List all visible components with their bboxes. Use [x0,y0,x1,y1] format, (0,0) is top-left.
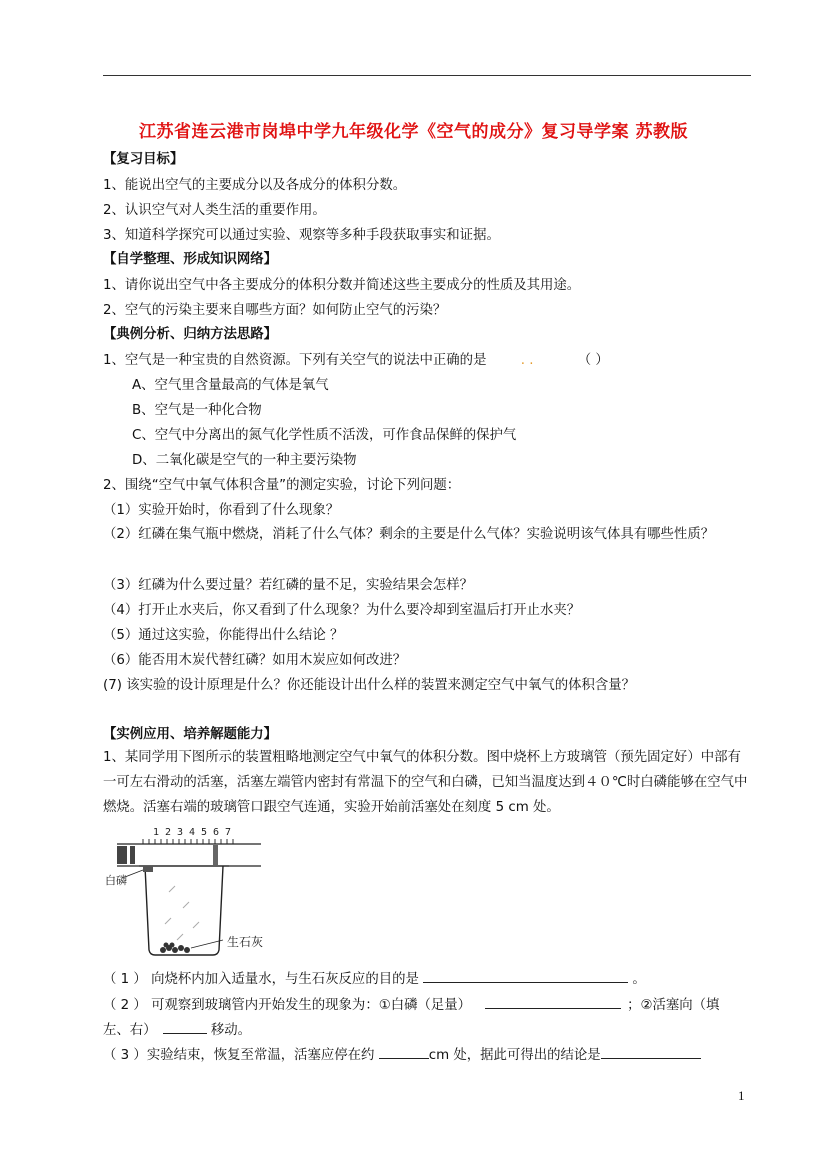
q2-item: （1）实验开始时，你看到了什么现象？ [103,503,340,518]
sub2b-suffix: 移动。 [206,1023,251,1038]
label-quicklime: 生石灰 [227,935,264,949]
self-study-heading: 【自学整理、形成知识网络】 [103,252,278,267]
sub3-mid: cm 处，据此可得出的结论是 [428,1048,601,1063]
scale-label: 4 [189,827,196,838]
label-phosphorus: 白磷 [105,874,127,887]
sub3-prefix: （ 3 ）实验结束，恢复至常温，活塞应停在约 [103,1048,379,1063]
answer-blank[interactable] [163,1019,207,1034]
sub2-prefix: （ 2 ） 可观察到玻璃管内开始发生的现象为：①白磷（足量） [103,998,472,1013]
goal-item: 1、能说出空气的主要成分以及各成分的体积分数。 [103,178,407,193]
q2-item: （3）红磷为什么要过量？若红磷的量不足，实验结果会怎样？ [103,578,474,593]
goals-heading: 【复习目标】 [103,152,184,167]
self-study-item: 2、空气的污染主要来自哪些方面？如何防止空气的污染？ [103,303,447,318]
q2-item: （4）打开止水夹后，你又看到了什么现象？为什么要冷却到室温后打开止水夹？ [103,603,581,618]
sub2b-prefix: 左、右） [103,1023,157,1038]
q1-answer-paren: （ ） [577,353,609,368]
goal-item: 3、知道科学探究可以通过实验、观察等多种手段获取事实和证据。 [103,228,500,243]
sub1-prefix: （ 1 ） 向烧杯内加入适量水，与生石灰反应的目的是 [103,972,424,987]
application-paragraph: 1、某同学用下图所示的装置粗略地测定空气中氧气的体积分数。图中烧杯上方玻璃管（预先固定好）中部有一可左右滑动的活塞，活塞左端管内密封有常温下的空气和白磷，已知当温度达到４０℃时白磷能够在空气中燃烧。活塞右端的玻璃管口跟空气连通，实验开始前活塞处在刻度 5 cm 处。 [103,750,748,815]
q1-option: C、空气中分离出的氮气化学性质不活泼，可作食品保鲜的保护气 [132,428,517,443]
sub2-suffix: ；②活塞向（填 [627,998,720,1013]
scale-label: 6 [213,827,220,838]
application-heading: 【实例应用、培养解题能力】 [103,727,278,742]
examples-heading: 【典例分析、归纳方法思路】 [103,327,278,342]
answer-blank[interactable] [423,968,628,983]
scale-label: 7 [225,827,232,838]
sub1-suffix: 。 [628,972,646,987]
goal-item: 2、认识空气对人类生活的重要作用。 [103,203,326,218]
scale-label: 2 [165,827,172,838]
answer-blank[interactable] [485,994,621,1009]
q1-stem [103,351,609,371]
scale-label: 5 [201,827,208,838]
q2-stem: 2、围绕“空气中氧气体积含量”的测定实验，讨论下列问题： [103,478,461,493]
sub-question-3 [103,1044,701,1066]
self-study-item: 1、请你说出空气中各主要成分的体积分数并简述这些主要成分的性质及其用途。 [103,278,581,293]
q1-option: A、空气里含量最高的气体是氧气 [132,378,329,393]
q1-dots: . . [520,353,534,368]
q1-stem-text: 1、空气是一种宝贵的自然资源。下列有关空气的说法中正确的是 [103,353,487,368]
scale-label: 3 [177,827,184,838]
q2-item: （6）能否用木炭代替红磷？如用木炭应如何改进？ [103,653,407,668]
header-rule [103,75,751,76]
q2-item: (7) 该实验的设计原理是什么？你还能设计出什么样的装置来测定空气中氧气的体积含量？ [103,678,636,693]
q2-item: （5）通过这实验，你能得出什么结论 ？ [103,628,344,643]
scale-label: 1 [153,827,160,838]
sub-question-2 [103,994,719,1016]
q1-option: B、空气是一种化合物 [132,403,262,418]
answer-blank[interactable] [379,1044,429,1059]
apparatus-diagram [103,822,273,960]
answer-blank[interactable] [601,1044,701,1059]
page-number: 1 [738,1088,745,1103]
sub-question-2-cont [103,1019,251,1041]
q2-item: （2）红磷在集气瓶中燃烧，消耗了什么气体？剩余的主要是什么气体？实验说明该气体具有哪些性质？ [103,527,715,542]
q1-option: D、二氧化碳是空气的一种主要污染物 [132,453,357,468]
sub-question-1 [103,968,646,990]
document-title: 江苏省连云港市岗埠中学九年级化学《空气的成分》复习导学案 苏教版 [139,122,688,142]
